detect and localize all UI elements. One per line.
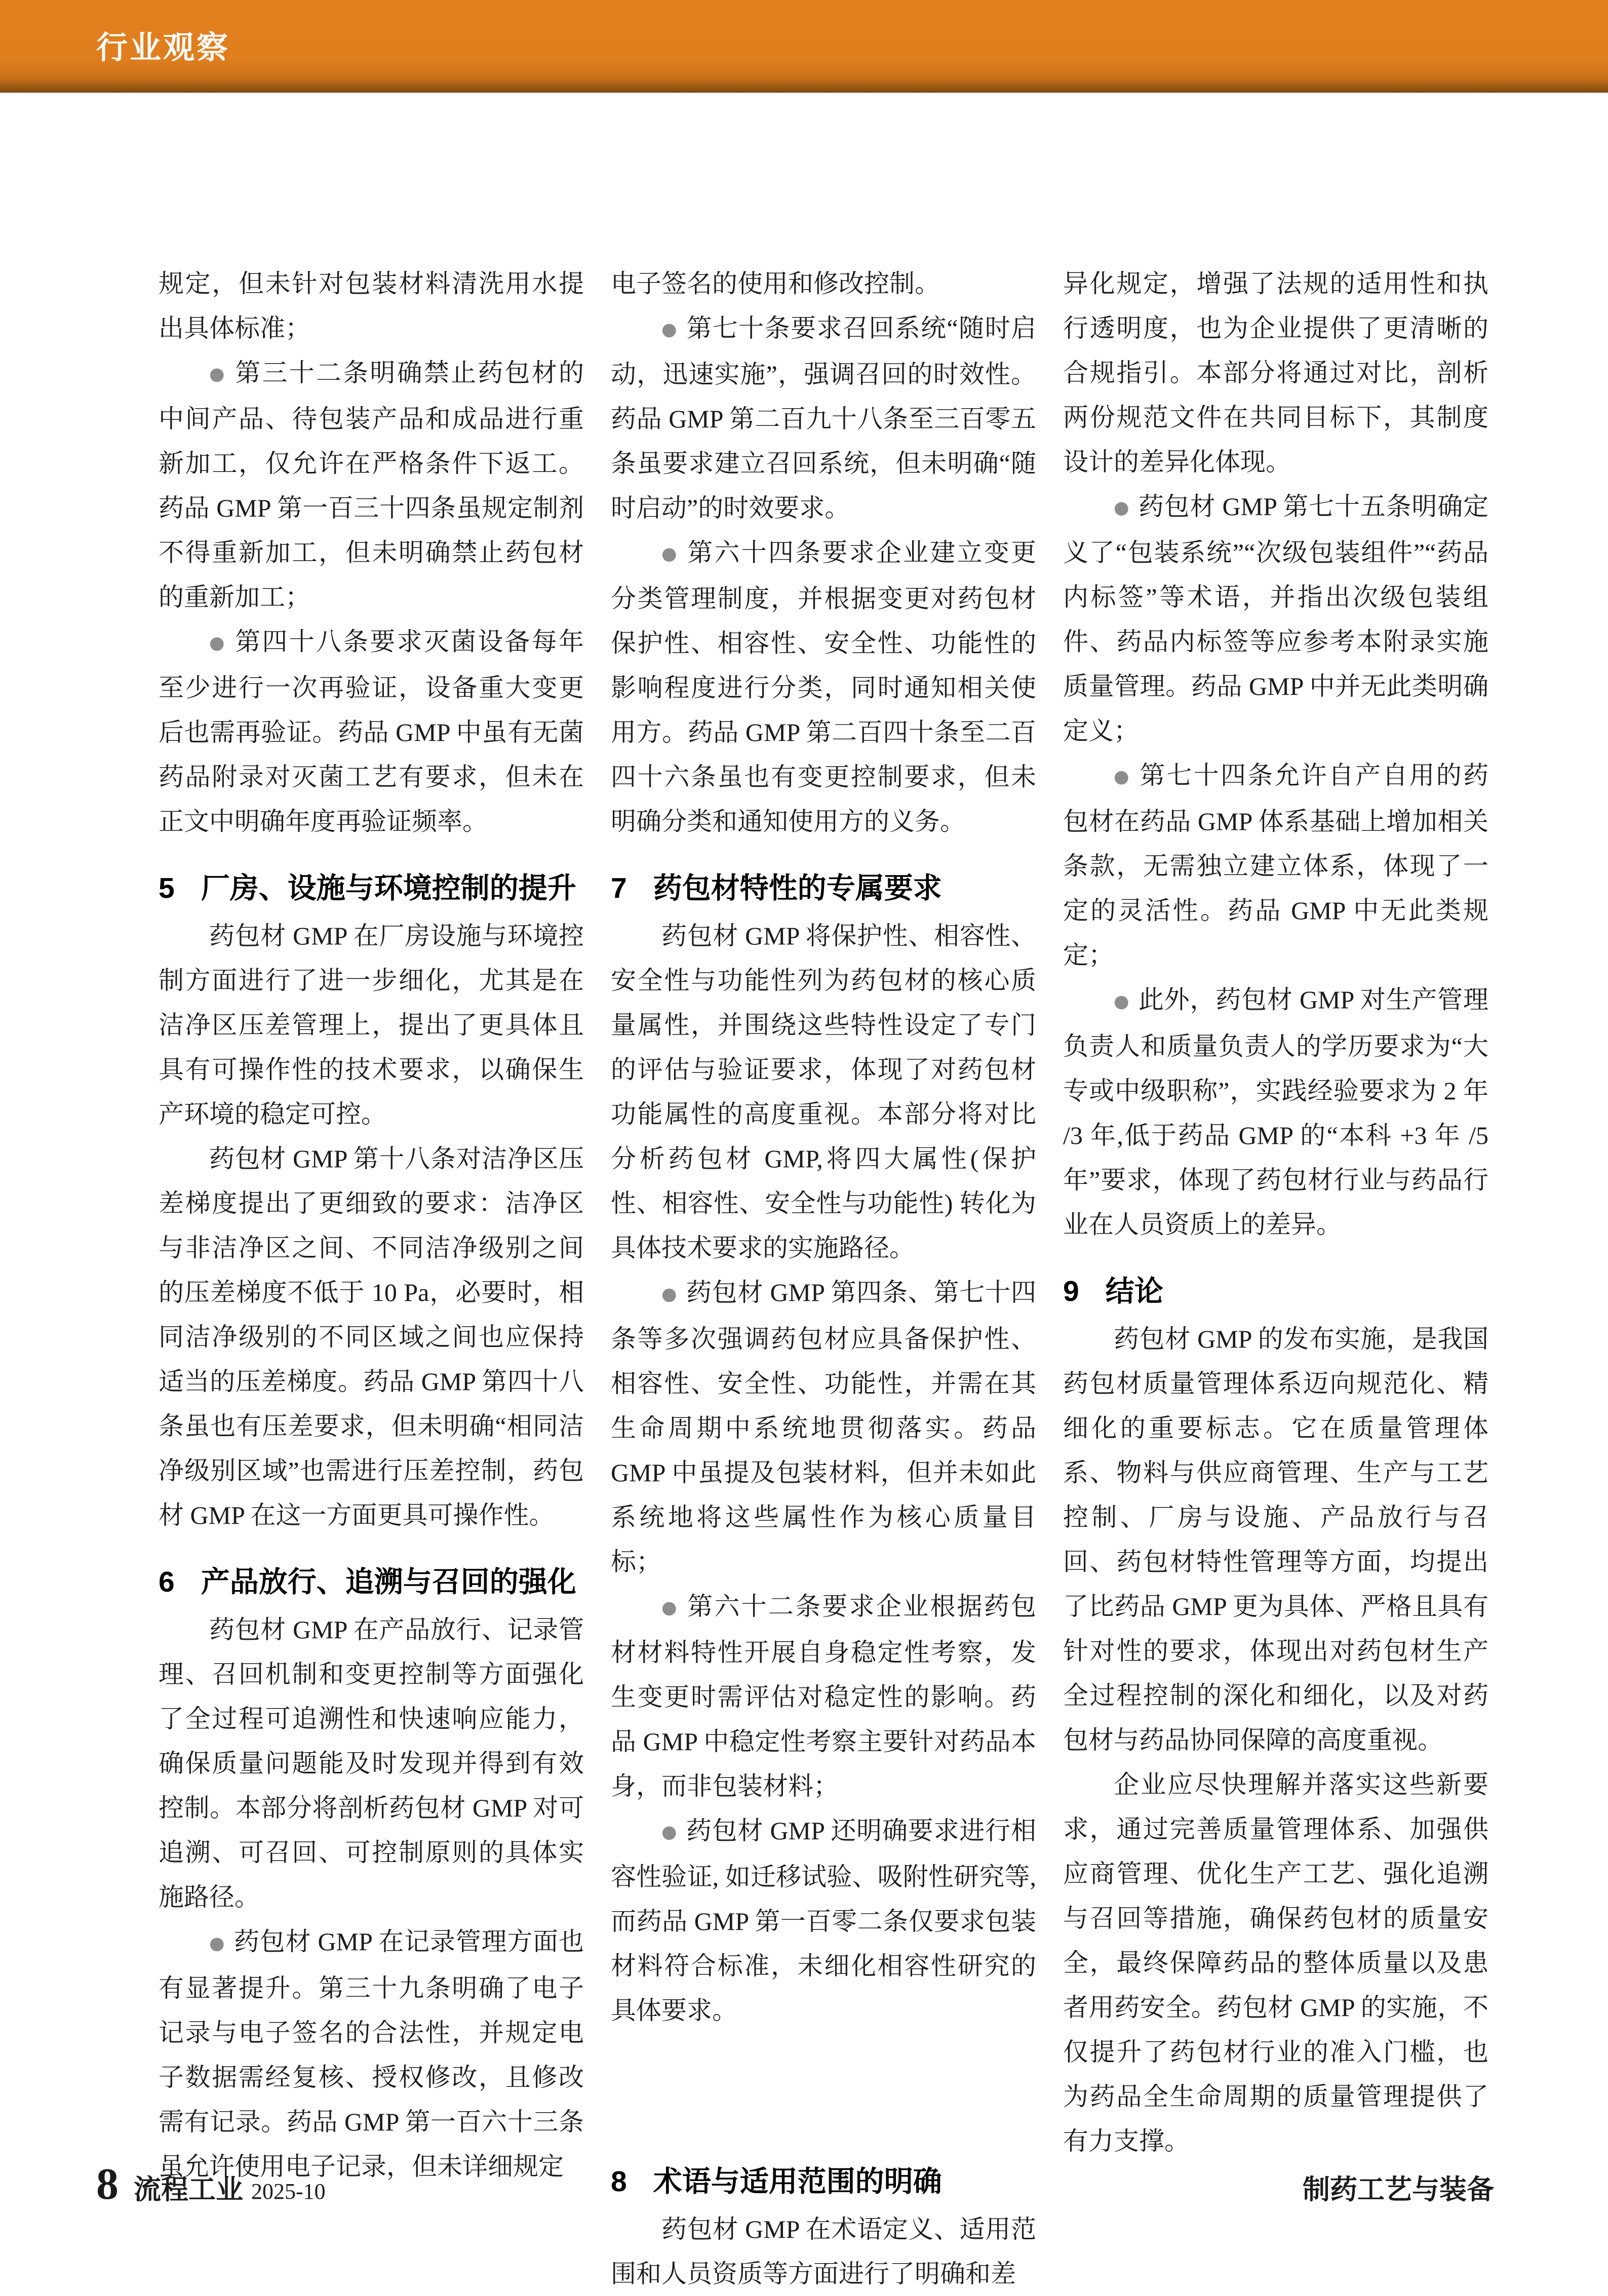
section-number: 6: [159, 1566, 175, 1599]
section-title: 术语与适用范围的明确: [653, 2165, 942, 2198]
footer-left: [96, 2162, 326, 2207]
section-heading: [1063, 1269, 1488, 1314]
bullet-icon: ●: [1114, 991, 1130, 1012]
text-column-3: [1063, 261, 1488, 2163]
footer-section-title: 制药工艺与装备: [1303, 2174, 1494, 2205]
bullet-icon: ●: [209, 633, 226, 654]
bullet-item: ● 第三十二条明确禁止药包材的中间产品、待包装产品和成品进行重新加工，仅允许在严格条件下返工。药品 GMP 第一百三十四条虽规定制剂不得重新加工，但未明确禁止药包材的重新加工；: [159, 359, 584, 612]
paragraph: 药包材 GMP 在产品放行、记录管理、召回机制和变更控制等方面强化了全过程可追溯性和快速响应能力，确保质量问题能及时发现并得到有效控制。本部分将剖析药包材 GMP 对可追溯、可召回、可控制原则的具体实施路径。: [159, 1615, 584, 1912]
bullet-item: ● 第六十二条要求企业根据药包材材料特性开展自身稳定性考察，发生变更时需评估对稳定性的影响。药品 GMP 中稳定性考察主要针对药品本身，而非包装材料；: [611, 1592, 1037, 1800]
paragraph: 药包材 GMP 在厂房设施与环境控制方面进行了进一步细化，尤其是在洁净区压差管理上，提出了更具体且具有可操作性的技术要求，以确保生产环境的稳定可控。: [159, 922, 584, 1129]
section-label: 行业观察: [96, 30, 230, 65]
section-heading: [159, 1560, 584, 1604]
section-title: 产品放行、追溯与召回的强化: [201, 1566, 576, 1599]
bullet-icon: ●: [661, 544, 679, 565]
section-title: 药包材特性的专属要求: [653, 872, 942, 905]
section-number: 7: [611, 872, 627, 905]
bullet-item: ● 此外，药包材 GMP 对生产管理负责人和质量负责人的学历要求为“大专或中级职称”，实践经验要求为 2 年 /3 年,低于药品 GMP 的“本科 +3 年 /5 年”要求，体现了药包材行业与药品行业在人员资质上的差异。: [1063, 985, 1488, 1239]
section-number: 9: [1063, 1275, 1079, 1308]
bullet-item: ● 药包材 GMP 还明确要求进行相容性验证, 如迁移试验、吸附性研究等, 而药品 GMP 第一百零二条仅要求包装材料符合标准，未细化相容性研究的具体要求。: [611, 1816, 1036, 2025]
section-heading: [611, 866, 1036, 911]
bullet-item: ● 第四十八条要求灭菌设备每年至少进行一次再验证，设备重大变更后也需再验证。药品 GMP 中虽有无菌药品附录对灭菌工艺有要求，但未在正文中明确年度再验证频率。: [159, 627, 584, 836]
section-number: 8: [611, 2165, 627, 2198]
section-heading: [159, 866, 584, 911]
bullet-icon: ●: [661, 320, 678, 340]
page-footer: [96, 2162, 1494, 2207]
bullet-icon: ●: [209, 1933, 225, 1954]
paragraph: 规定，但未针对包装材料清洗用水提出具体标准；: [159, 269, 584, 342]
bullet-item: ● 药包材 GMP 第四条、第七十四条等多次强调药包材应具备保护性、相容性、安全性、功能性，并需在其生命周期中系统地贯彻落实。药品 GMP 中虽提及包装材料，但并未如此系统地将这些属性作为核心质量目标；: [611, 1278, 1036, 1576]
bullet-item: ● 第七十四条允许自产自用的药包材在药品 GMP 体系基础上增加相关条款，无需独立建立体系，体现了一定的灵活性。药品 GMP 中无此类规定；: [1063, 761, 1489, 970]
paragraph: 药包材 GMP 第十八条对洁净区压差梯度提出了更细致的要求：洁净区与非洁净区之间、不同洁净级别之间的压差梯度不低于 10 Pa，必要时，相同洁净级别的不同区域之间也应保持适当的压差梯度。药品 GMP 第四十八条虽也有压差要求，但未明确“相同洁净级别区域”也需进行压差控制，药包材 GMP 在这一方面更具可操作性。: [159, 1144, 584, 1530]
paragraph: 药包材 GMP 的发布实施，是我国药包材质量管理体系迈向规范化、精细化的重要标志。它在质量管理体系、物料与供应商管理、生产与工艺控制、厂房与设施、产品放行与召回、药包材特性管理等方面，均提出了比药品 GMP 更为具体、严格且具有针对性的要求，体现出对药包材生产全过程控制的深化和细化，以及对药包材与药品协同保障的高度重视。: [1063, 1324, 1488, 1754]
bullet-icon: ●: [209, 364, 226, 385]
article-body: [159, 261, 1488, 2296]
section-number: 5: [159, 872, 175, 905]
issue-number: 2025-10: [251, 2179, 326, 2204]
bullet-icon: ●: [661, 1822, 678, 1843]
journal-name: 流程工业: [134, 2174, 243, 2205]
page-header-bar: [0, 0, 1608, 93]
paragraph: 药包材 GMP 将保护性、相容性、安全性与功能性列为药包材的核心质量属性，并围绕这些特性设定了专门的评估与验证要求，体现了对药包材功能属性的高度重视。本部分将对比分析药包材 GMP,将四大属性(保护性、相容性、安全性与功能性) 转化为具体技术要求的实施路径。: [611, 922, 1036, 1262]
bullet-item: ● 第六十四条要求企业建立变更分类管理制度，并根据变更对药包材保护性、相容性、安全性、功能性的影响程度进行分类，同时通知相关使用方。药品 GMP 第二百四十条至二百四十六条虽也有变更控制要求，但未明确分类和通知使用方的义务。: [611, 538, 1037, 836]
section-title: 厂房、设施与环境控制的提升: [201, 872, 576, 905]
paragraph: 药包材 GMP 在术语定义、适用范围和人员资质等方面进行了明确和差: [611, 2215, 1036, 2288]
text-column-2: [611, 261, 1036, 2296]
section-title: 结论: [1105, 1275, 1163, 1308]
bullet-icon: ●: [661, 1284, 678, 1304]
bullet-icon: ●: [1114, 767, 1131, 787]
text-column-1: [159, 261, 584, 2189]
page-number: 8: [96, 2160, 119, 2209]
bullet-icon: ●: [1114, 498, 1130, 519]
bullet-item: ● 药包材 GMP 第七十五条明确定义了“包装系统”“次级包装组件”“药品内标签”等术语，并指出次级包装组件、药品内标签等应参考本附录实施质量管理。药品 GMP 中并无此类明确定义；: [1063, 492, 1488, 745]
paragraph: 企业应尽快理解并落实这些新要求，通过完善质量管理体系、加强供应商管理、优化生产工艺、强化追溯与召回等措施，确保药包材的质量安全，最终保障药品的整体质量以及患者用药安全。药包材 GMP 的实施，不仅提升了药包材行业的准入门槛，也为药品全生命周期的质量管理提供了有力支撑。: [1063, 1770, 1488, 2155]
paragraph: 异化规定，增强了法规的适用性和执行透明度，也为企业提供了更清晰的合规指引。本部分将通过对比，剖析两份规范文件在共同目标下，其制度设计的差异化体现。: [1063, 269, 1488, 476]
bullet-icon: ●: [661, 1597, 679, 1618]
bullet-item: ● 第七十条要求召回系统“随时启动，迅速实施”，强调召回的时效性。药品 GMP 第二百九十八条至三百零五条虽要求建立召回系统，但未明确“随时启动”的时效要求。: [611, 314, 1036, 523]
bullet-item: ● 药包材 GMP 在记录管理方面也有显著提升。第三十九条明确了电子记录与电子签名的合法性，并规定电子数据需经复核、授权修改，且修改需有记录。药品 GMP 第一百六十三条虽允许使用电子记录，但未详细规定: [159, 1927, 584, 2181]
paragraph: 电子签名的使用和修改控制。: [611, 269, 940, 298]
